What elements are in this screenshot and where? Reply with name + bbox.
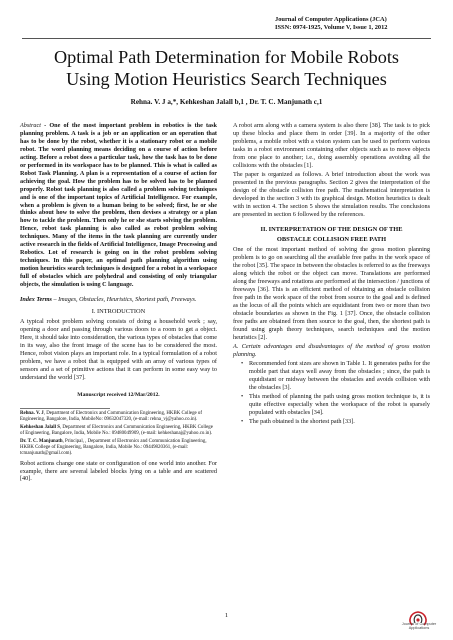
abstract-label: Abstract: [20, 122, 41, 129]
paper-title: [20, 46, 433, 90]
page-number: 1: [224, 612, 229, 619]
section-2-heading-line-1: II. INTERPRETATION OF THE DESIGN OF THE: [260, 226, 403, 234]
intro-paragraph: A typical robot problem solving consists of doing a household work ; say, opening a door and passing through various doors to a room to get a object. Here, it should take into consideration, the various types of obstacles that come in its way, also the front image of the scene has to be considered the most. Hence, robot vision plays an important role. In a typical formulation of a robot problem, we have a robot that is equipped with an array of various types of sensors and a set of primitive actions that it can perform in some easy way to understand the world [37].: [20, 318, 217, 381]
section-2-heading-line-2: OBSTACLE COLLISION FREE PATH: [276, 236, 387, 244]
intro-heading: I. INTRODUCTION: [91, 308, 146, 316]
intro-continued: Robot actions change one state or configuration of one world into another. For example, there are several labeled blocks lying on a table and are scattered [40].: [20, 459, 217, 483]
affiliation-1: Rehna. V. J, Department of Electronics and Communication Engineering, HKBK College of Engineering, Bangalore, India, MobileNo: 09632047320, (e-mail: rehna_vj@yahoo.co.in).: [20, 410, 202, 422]
journal-header: [275, 16, 425, 32]
affiliation-2: Kehkeshan Jalall S, Department of Electronics and Communication Engineering, HKBK College of Engineering, Bangalore, India, Mobile No.: 09480049909, (e-mail: kehkeshanaj@yahoo.co.in).: [20, 425, 213, 437]
list-item: • Recommended font sizes are shown in Table 1. It generates paths for the mobile part that stays well away from the obstacles ; since, the path is equidistant or midway between the obstacles and avoids collision with the obstacles [3].: [241, 360, 430, 392]
right-paragraph-3: One of the most important method of solving the gross motion planning problem is to go on searching all the available free paths in the work space of the robot [35]. The space in between the obstacles is referred to as the freeways along which the robot or the object can move. Translations are performed along the freeways and rotations are performed at the intersection / junctions of freeways [36]. This is an efficient method of obtaining an obstacle collision free path in the work space of the robot from source to the goal and is defined as the locus of all the points which are equidistant from two or more than two obstacle boundaries as shown in the Fig. 1 [37]. Once, the obstacle collision free paths are obtained from then source to the goal, then, the shortest path is found using graph theory techniques, search techniques and the motion heuristics [2].: [233, 246, 430, 341]
title-line-1: Optimal Path Determination for Mobile Robots: [53, 47, 399, 67]
list-item: • The path obtained is the shortest path [33].: [241, 418, 430, 426]
journal-name: Journal of Computer Applications (JCA): [275, 16, 387, 23]
right-paragraph-2: The paper is organized as follows. A brief introduction about the work was presented in the previous paragraphs. Section 2 gives the interpretation of the design of the obstacle collision free path. The mathematical interpretation is developed in the section 3 with its graphical design. Motion heuristics is dealt with in section 4. The section 5 shows the simulation results. The conclusions are presented in section 6 followed by the references.: [233, 171, 430, 218]
left-column: [20, 122, 217, 485]
logo-text: Journal of Computer Applications: [401, 622, 437, 631]
footnote-rule: [20, 408, 110, 409]
right-paragraph-1: A robot arm along with a camera system is also there [38]. The task is to pick up these blocks and place them in order [39]. In a majority of the other problems, a mobile robot with a vision system can be used to perform various tasks in a robot environment containing other objects such as to move objects from one place to another; i.e., doing assembly operations avoiding all the collisions with the obstacles [1].: [233, 122, 430, 169]
journal-issn: ISSN: 0974-1925, Volume V, Issue 1, 2012: [275, 24, 388, 32]
author-list: Rehna. V. J a,*, Kehkeshan Jalall b,1 , Dr. T. C. Manjunath c,1: [130, 98, 323, 106]
affiliation-3: Dr. T. C. Manjunath, Principal, , Department of Electronics and Communication Engineering, HKBK College of Engineering, Bangalore, India, Mobile No.: 09449820361, (e-mail: tcmanjunath@gmail.com).: [20, 439, 207, 457]
index-terms-label: Index Terms: [20, 296, 52, 304]
abstract: [20, 122, 217, 289]
subsection-heading: A. Certain advantages and disadvantages of the method of gross motion planning.: [233, 342, 430, 358]
advantages-list: [241, 360, 430, 426]
index-terms-text: – Images, Obstacles, Heuristics, Shortest path, Freeways.: [51, 296, 197, 304]
title-line-2: Using Motion Heuristics Search Techniques: [66, 69, 387, 89]
right-column: [233, 122, 430, 427]
abstract-text: - One of the most important problem in robotics is the task planning problem. A task is a job or an application or an operation that has to be done by the robot, whether it is a stationary robot or a mobile robot. The word planning means deciding on a course of action before acting. Before a robot does a particular task, how the task has to be done or performed in its workspace has to be planned. This is what is called as Robot Task Planning. A plan is a representation of a course of action for achieving the goal. How the problem has to be solved has to be planned properly. Robot task planning is also called a problem solving techniques and is one of the important topics of Artificial Intelligence. For example, when a problem is given to a human being to be solved; first, he or she thinks about how to solve the problem, then devises a strategy or a plan how to tackle the problem. Then only he or she starts solving the problem. Hence, robot task planning is also called as robot problem solving techniques. Many of the items in the task planning are currently under active research in the fields of Artificial Intelligence, Image Processing and Robotics. Lot of research is going on in the robot problem solving techniques. In this paper, an optimal path planning algorithm using motion heuristics search techniques is designed for a robot in a workspace full of obstacles which are polyhedral and consisting of only triangular objects, the simulation is using C language.: [20, 122, 217, 289]
list-item: • This method of planning the path using gross motion technique is, it is quite effective especially when the workspace of the robot is sparsely populated with obstacles [34].: [241, 393, 430, 417]
index-terms: [20, 296, 217, 304]
header-rule: [22, 38, 431, 39]
manuscript-received: Manuscript received 12/Mar/2012.: [77, 391, 160, 398]
